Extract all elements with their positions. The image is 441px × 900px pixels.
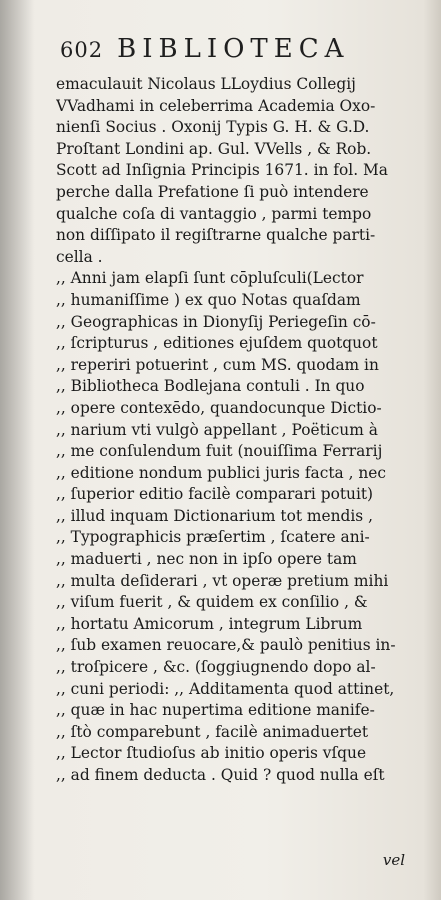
text-line: ,, ad finem deducta . Quid ? quod nulla eſt <box>56 766 385 784</box>
text-line: ,, maduerti , nec non in ipſo opere tam <box>56 550 357 569</box>
page-number: 602 <box>60 38 104 62</box>
text-line: perche dalla Prefatione ſi può intendere <box>56 182 369 201</box>
text-line: ,, ſuperior editio facilè comparari potuit) <box>56 485 374 504</box>
gutter-shadow <box>0 0 34 900</box>
text-line: ,, troſpicere , &c. (ſoggiugnendo dopo al- <box>56 658 376 677</box>
text-line: ,, quæ in hac nupertima editione manife- <box>56 701 375 720</box>
text-line: ,, multa deſiderari , vt operæ pretium mihi <box>56 571 389 590</box>
text-line: ,, me conſulendum fuit (nouiſſima Ferrarij <box>56 442 383 461</box>
text-line: ,, reperiri potuerint , cum MS. quodam in <box>56 355 379 374</box>
text-line: Proſtant Londini ap. Gul. VVells , & Rob. <box>56 139 372 158</box>
text-line: ,, ſub examen reuocare,& paulò penitius in- <box>56 636 396 655</box>
text-line: ,, Typographicis præſertim , ſcatere ani- <box>56 528 370 547</box>
text-line: ,, ſtò comparebunt , facilè animaduertet <box>56 722 369 741</box>
text-line: nienſi Socius . Oxonij Typis G. H. & G.D. <box>56 118 370 137</box>
text-line: ,, Lector ſtudioſus ab initio operis vſque <box>56 744 367 763</box>
body-text <box>56 74 411 787</box>
text-line: ,, viſum fuerit , & quidem ex conſilio , & <box>56 593 368 612</box>
text-line: ,, editione nondum publici juris facta , nec <box>56 463 387 482</box>
text-line: qualche coſa di vantaggio , parmi tempo <box>56 204 372 223</box>
text-line: non diſſipato il regiſtrarne qualche parti- <box>56 226 376 245</box>
text-line: ,, humaniſſime ) ex quo Notas quaſdam <box>56 290 361 309</box>
page-header <box>60 34 420 64</box>
text-line: Scott ad Inſignia Principis 1671. in fol. Ma <box>56 161 388 180</box>
text-line: ,, illud inquam Dictionarium tot mendis , <box>56 506 373 525</box>
text-line: cella . <box>56 247 103 266</box>
catchword: vel <box>382 851 405 869</box>
running-title: BIBLIOTECA <box>117 34 350 64</box>
text-line: ,, Bibliotheca Bodlejana contuli . In quo <box>56 377 365 396</box>
text-line: ,, narium vti vulgò appellant , Poëticum à <box>56 420 378 439</box>
text-line: ,, hortatu Amicorum , integrum Librum <box>56 614 363 633</box>
text-line: ,, opere contexēdo, quandocunque Dictio- <box>56 398 382 417</box>
text-line: ,, ſcripturus , editiones ejuſdem quotquot <box>56 334 378 353</box>
text-line: ,, Anni jam elapſi ſunt cōpluſculi(Lector <box>56 269 364 288</box>
text-line: VVadhami in celeberrima Academia Oxo- <box>56 96 376 115</box>
text-line: ,, cuni periodi: ,, Additamenta quod attinet, <box>56 679 395 698</box>
text-line: emaculauit Nicolaus LLoydius Collegij <box>56 75 356 93</box>
text-line: ,, Geographicas in Dionyſij Periegeſin cō- <box>56 312 376 331</box>
